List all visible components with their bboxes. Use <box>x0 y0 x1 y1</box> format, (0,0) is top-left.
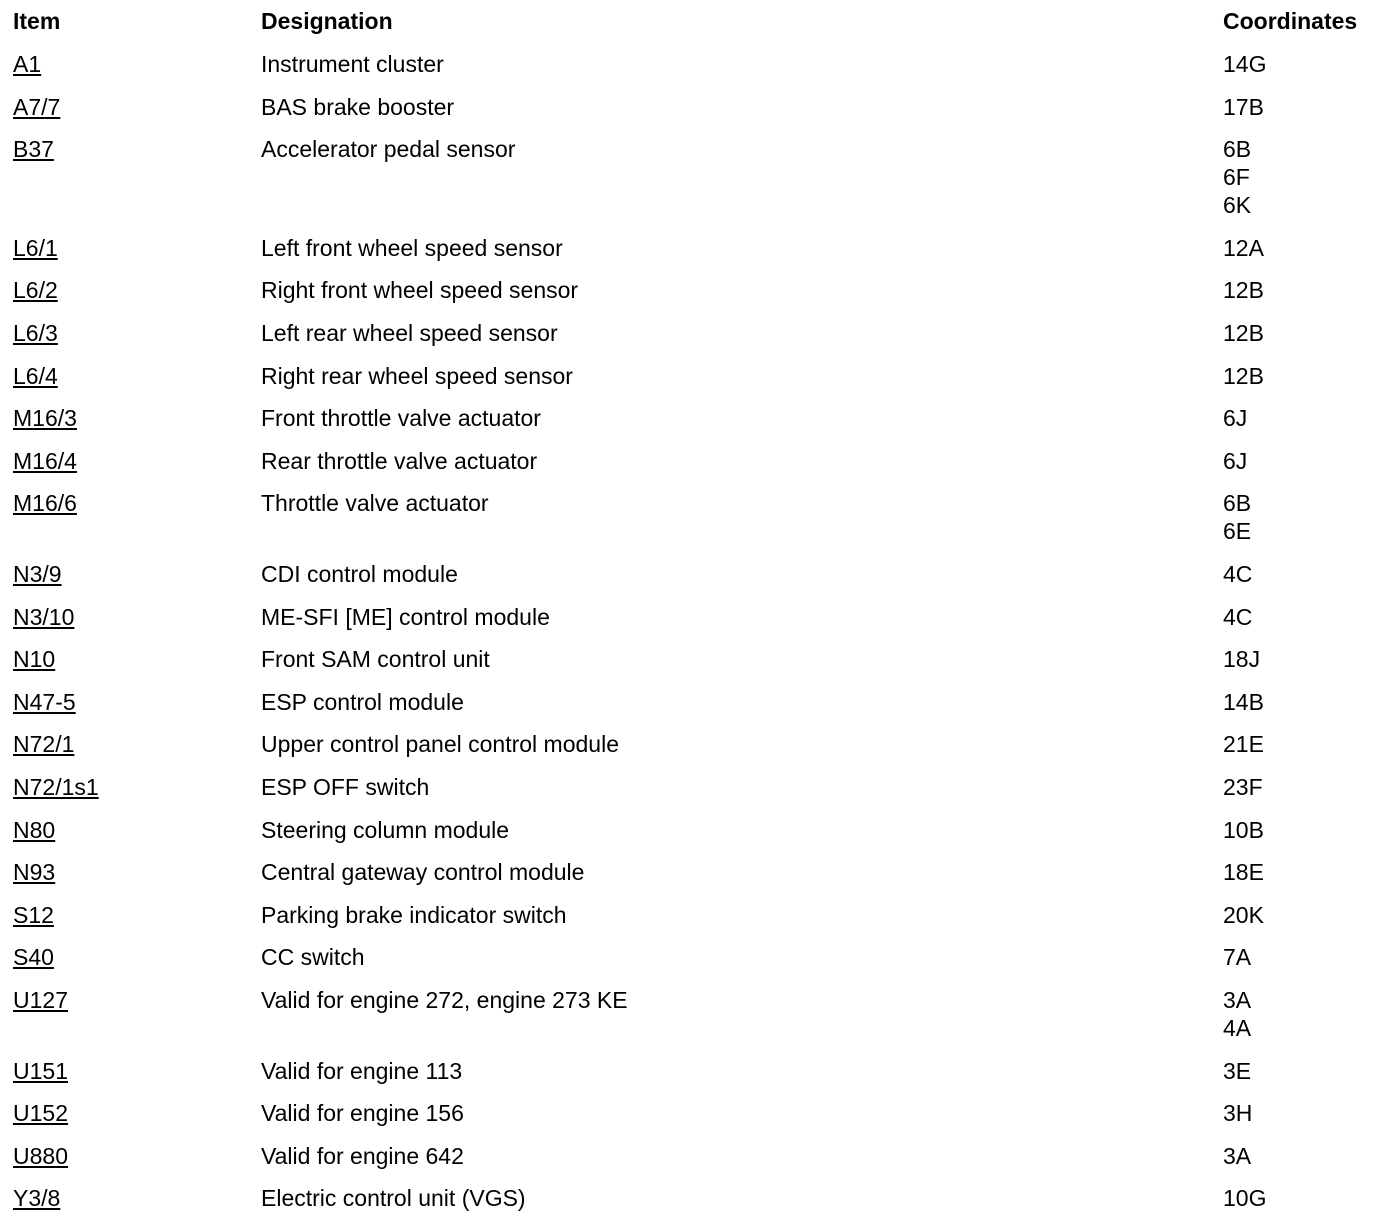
item-cell <box>13 234 58 262</box>
coordinate-value: 3H <box>1223 1100 1253 1127</box>
coordinates-cell <box>1223 858 1264 886</box>
item-link[interactable]: N93 <box>13 859 56 886</box>
item-link[interactable]: L6/2 <box>13 277 58 304</box>
item-link[interactable]: U127 <box>13 987 68 1013</box>
designation-cell: Valid for engine 272, engine 273 KE <box>261 987 628 1013</box>
item-cell <box>13 773 99 801</box>
coordinates-cell <box>1223 1057 1251 1085</box>
item-cell <box>13 901 54 929</box>
coordinate-value: 14B <box>1223 688 1264 715</box>
item-link[interactable]: Y3/8 <box>13 1185 61 1212</box>
designation-cell: Right front wheel speed sensor <box>261 277 579 304</box>
item-link[interactable]: N47-5 <box>13 688 76 715</box>
header-item: Item <box>13 8 61 34</box>
item-cell <box>13 688 76 716</box>
item-link[interactable]: L6/3 <box>13 320 58 346</box>
item-cell <box>13 943 54 971</box>
item-link[interactable]: S12 <box>13 901 54 928</box>
coordinate-value: 6B <box>1223 490 1252 517</box>
header-designation: Designation <box>261 8 393 34</box>
coordinates-cell <box>1223 1142 1251 1170</box>
item-cell <box>13 50 41 78</box>
coordinate-value: 6J <box>1223 447 1248 474</box>
item-link[interactable]: N3/10 <box>13 603 75 630</box>
coordinates-cell <box>1223 93 1264 121</box>
designation-cell: ESP control module <box>261 688 464 715</box>
designation-cell: Throttle valve actuator <box>261 490 489 517</box>
coordinates-cell <box>1223 1184 1266 1212</box>
coordinate-value: 18J <box>1223 646 1261 673</box>
coordinate-value: 12B <box>1223 277 1264 304</box>
designation-cell: Central gateway control module <box>261 859 585 886</box>
item-link[interactable]: L6/4 <box>13 362 58 389</box>
item-link[interactable]: N72/1 <box>13 731 75 758</box>
coordinate-value: 3A <box>1223 1142 1252 1169</box>
coordinates-cell <box>1223 816 1264 844</box>
item-link[interactable]: N10 <box>13 646 56 673</box>
coordinates-cell <box>1223 404 1247 432</box>
item-cell <box>13 560 62 588</box>
designation-cell: Parking brake indicator switch <box>261 901 567 928</box>
coordinate-value: 23F <box>1223 774 1263 800</box>
coordinates-cell <box>1223 362 1264 390</box>
item-link[interactable]: U880 <box>13 1142 68 1169</box>
item-link[interactable]: M16/3 <box>13 405 77 432</box>
coordinate-value: 12B <box>1223 362 1264 389</box>
item-cell <box>13 603 74 631</box>
coordinates-cell <box>1223 603 1252 631</box>
coordinates-cell <box>1223 730 1264 758</box>
coordinates-cell <box>1223 319 1264 347</box>
coordinate-value: 12A <box>1223 234 1264 261</box>
item-cell <box>13 858 55 886</box>
item-link[interactable]: U152 <box>13 1100 68 1127</box>
header-coordinates: Coordinates <box>1223 8 1358 34</box>
designation-cell: Steering column module <box>261 816 510 843</box>
coordinate-value: 6J <box>1223 405 1248 432</box>
coordinates-cell <box>1223 901 1264 929</box>
item-cell <box>13 319 58 347</box>
item-cell <box>13 645 55 673</box>
designation-cell: Accelerator pedal sensor <box>261 136 516 163</box>
coordinate-value: 18E <box>1223 859 1264 886</box>
item-link[interactable]: N72/1s1 <box>13 774 99 800</box>
coordinate-value: 4A <box>1223 1015 1252 1041</box>
item-link[interactable]: N80 <box>13 816 56 843</box>
coordinates-cell <box>1223 1099 1252 1127</box>
designation-cell: CC switch <box>261 944 365 971</box>
coordinate-value: 17B <box>1223 93 1264 120</box>
item-link[interactable]: M16/6 <box>13 490 77 517</box>
coordinate-value: 3E <box>1223 1057 1252 1084</box>
item-cell <box>13 276 58 304</box>
coordinates-cell <box>1223 489 1251 545</box>
coordinate-value: 6B <box>1223 136 1252 163</box>
coordinates-cell <box>1223 688 1264 716</box>
coordinate-value: 7A <box>1223 944 1252 971</box>
coordinate-value: 14G <box>1223 51 1267 77</box>
coordinate-value: 6E <box>1223 518 1252 545</box>
item-link[interactable]: A1 <box>13 51 42 77</box>
coordinates-cell <box>1223 986 1251 1042</box>
item-link[interactable]: M16/4 <box>13 447 77 474</box>
coordinate-value: 20K <box>1223 901 1264 928</box>
coordinates-cell <box>1223 773 1263 801</box>
item-cell <box>13 362 58 390</box>
coordinates-cell <box>1223 234 1264 262</box>
designation-cell: Front SAM control unit <box>261 646 490 673</box>
item-cell <box>13 816 55 844</box>
item-cell <box>13 93 60 121</box>
designation-cell: Rear throttle valve actuator <box>261 447 538 474</box>
item-link[interactable]: U151 <box>13 1057 68 1084</box>
item-cell <box>13 447 77 475</box>
coordinates-cell <box>1223 135 1251 219</box>
coordinates-cell <box>1223 560 1252 588</box>
coordinate-value: 6F <box>1223 164 1250 191</box>
item-cell <box>13 986 68 1014</box>
designation-cell: Valid for engine 113 <box>261 1057 463 1084</box>
designation-cell: Valid for engine 156 <box>261 1100 464 1127</box>
coordinate-value: 12B <box>1223 320 1264 346</box>
item-cell <box>13 1184 60 1212</box>
coordinate-value: 3A <box>1223 987 1252 1013</box>
item-cell <box>13 730 74 758</box>
designation-cell: BAS brake booster <box>261 93 455 120</box>
coordinate-value: 4C <box>1223 603 1253 630</box>
item-link[interactable]: L6/1 <box>13 234 58 261</box>
item-cell <box>13 1142 68 1170</box>
item-link[interactable]: N3/9 <box>13 561 62 587</box>
coordinate-value: 6K <box>1223 192 1252 219</box>
item-cell <box>13 489 77 517</box>
coordinates-cell <box>1223 447 1247 475</box>
designation-cell: ESP OFF switch <box>261 774 430 800</box>
coordinate-value: 10G <box>1223 1185 1267 1212</box>
coordinates-cell <box>1223 943 1251 971</box>
item-cell <box>13 1099 68 1127</box>
designation-cell: Instrument cluster <box>261 51 444 77</box>
coordinate-value: 10B <box>1223 816 1264 843</box>
designation-cell: Electric control unit (VGS) <box>261 1185 526 1212</box>
designation-cell: Valid for engine 642 <box>261 1142 464 1169</box>
designation-cell: ME-SFI [ME] control module <box>261 603 550 630</box>
item-link[interactable]: S40 <box>13 944 54 971</box>
coordinate-value: 4C <box>1223 561 1253 587</box>
designation-cell: Upper control panel control module <box>261 731 619 758</box>
item-cell <box>13 1057 68 1085</box>
designation-cell: Left rear wheel speed sensor <box>261 320 558 346</box>
table-header <box>0 0 1392 42</box>
item-cell <box>13 135 54 163</box>
item-link[interactable]: B37 <box>13 136 54 163</box>
coordinates-cell <box>1223 50 1266 78</box>
item-link[interactable]: A7/7 <box>13 93 61 120</box>
designation-cell: CDI control module <box>261 561 458 587</box>
coordinates-cell <box>1223 645 1260 673</box>
designation-cell: Front throttle valve actuator <box>261 405 541 432</box>
designation-cell: Right rear wheel speed sensor <box>261 362 573 389</box>
designation-cell: Left front wheel speed sensor <box>261 234 563 261</box>
item-cell <box>13 404 77 432</box>
coordinate-value: 21E <box>1223 731 1264 758</box>
coordinates-cell <box>1223 276 1264 304</box>
